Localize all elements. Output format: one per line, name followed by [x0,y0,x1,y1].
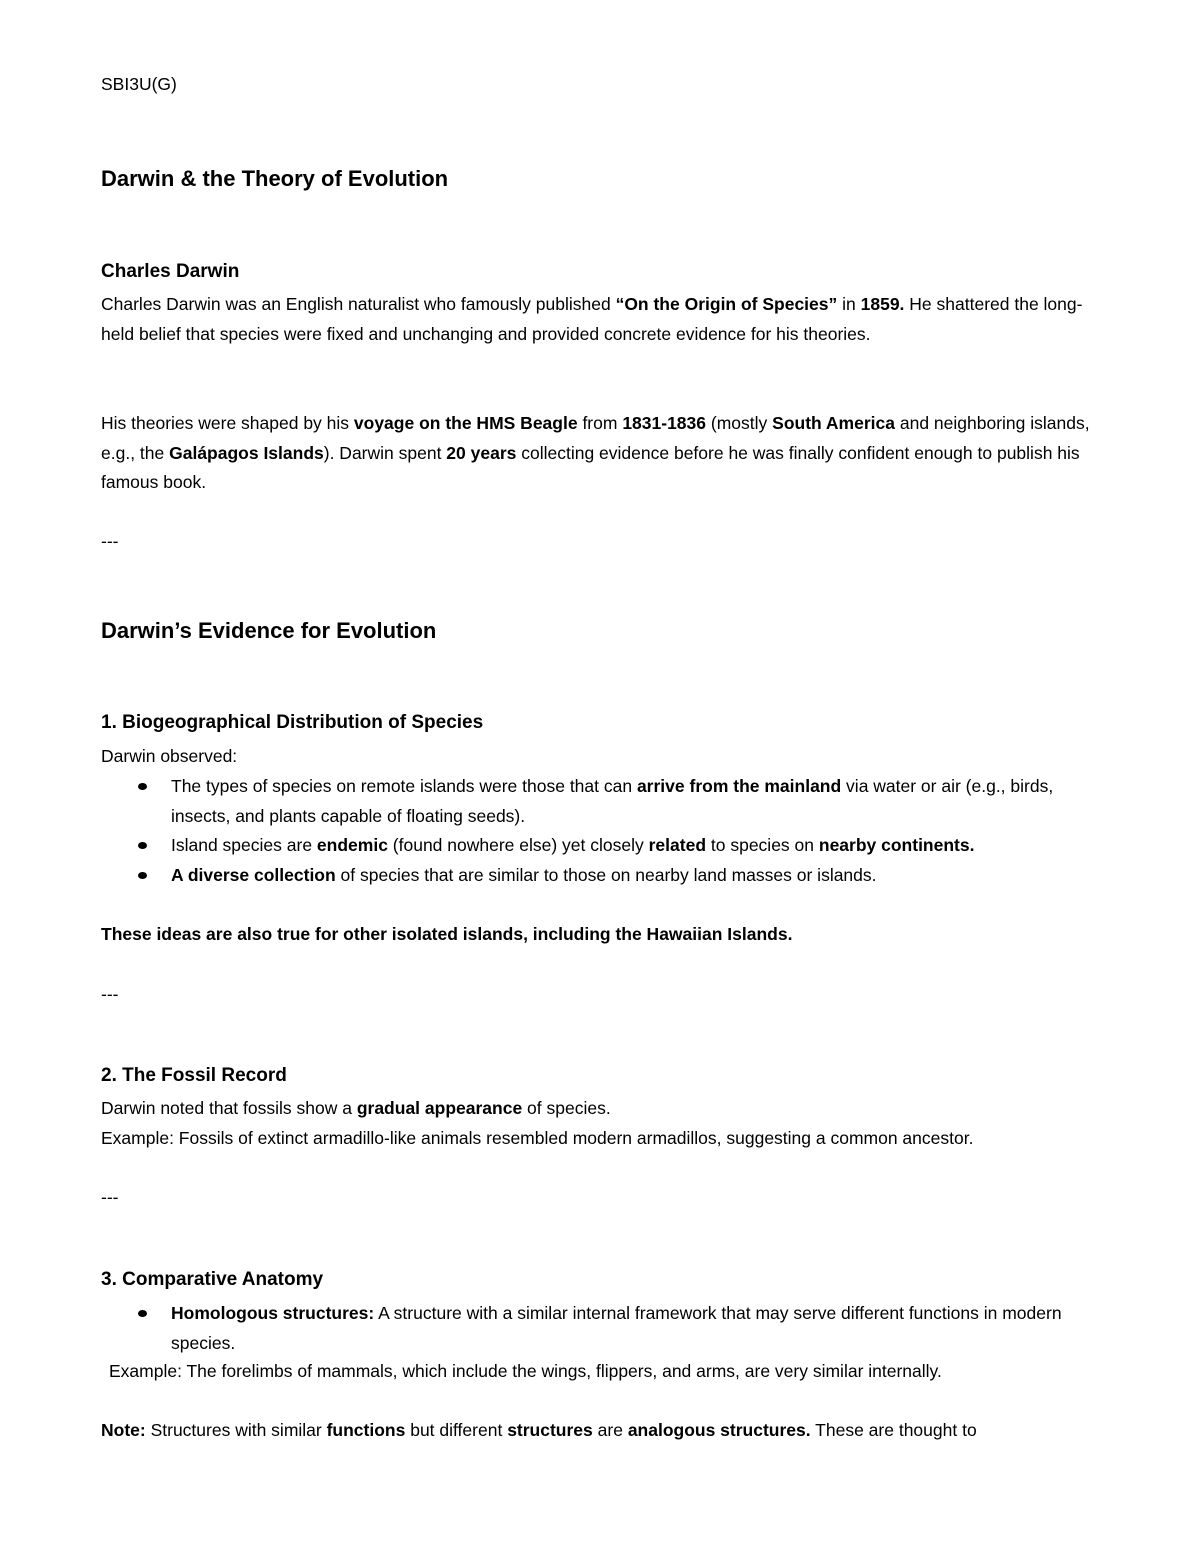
list-item [171,831,1101,861]
bold-text: analogous structures. [627,1420,811,1440]
section-heading-charles-darwin: Charles Darwin [101,261,240,282]
text: He shattered the long-held belief that species were fixed and unchanging and provided concrete evidence for his theories. [101,294,1083,344]
text: His theories were shaped by his [101,413,354,433]
bold-text: gradual appearance [356,1098,523,1118]
bold-text: nearby continents. [818,835,975,855]
bold-text: related [648,835,707,855]
subheading-fossil-record: 2. The Fossil Record [101,1065,287,1086]
text: Charles Darwin was an English naturalist who famously published [101,294,616,314]
bold-text: South America [772,413,895,433]
bold-text: 1831-1836 [622,413,707,433]
bullet-icon [138,1310,147,1317]
bullet-icon [138,783,147,790]
bullet-icon [138,872,147,879]
bold-text: functions [326,1420,406,1440]
list-item [171,1299,1101,1358]
bold-text: Note: [101,1420,146,1440]
text: Darwin noted that fossils show a [101,1098,357,1118]
bold-text: 1859. [860,294,905,314]
text: (mostly [706,413,773,433]
text: are [592,1420,628,1440]
text: Island species are [171,835,317,855]
text: Structures with similar [145,1420,327,1440]
bold-text: arrive from the mainland [636,776,842,796]
bold-text: structures [507,1420,593,1440]
paragraph-fossil-example: Example: Fossils of extinct armadillo-like animals resembled modern armadillos, suggesting a common ancestor. [101,1128,974,1148]
text: The types of species on remote islands were those that can [171,776,637,796]
text: but different [405,1420,508,1440]
text: ). Darwin spent [323,442,447,463]
list-item [171,772,1101,831]
bold-text: endemic [316,835,388,855]
paragraph-note-analogous [101,1416,1101,1446]
paragraph-fossils [101,1094,1101,1124]
subheading-comparative-anatomy: 3. Comparative Anatomy [101,1269,324,1290]
text: of species that are similar to those on nearby land masses or islands. [335,865,877,885]
bold-text: voyage on the HMS Beagle [353,413,578,433]
bold-text: 20 years [446,442,517,463]
text: to species on [706,835,819,855]
bold-text: Homologous structures: [171,1303,375,1323]
section-heading-evidence: Darwin’s Evidence for Evolution [101,618,437,643]
paragraph-darwin-observed: Darwin observed: [101,746,238,766]
separator: --- [101,984,119,1004]
bullet-icon [138,842,147,849]
text: A structure with a similar internal framework that may serve different functions in modern species. [171,1303,1062,1353]
text: via water or air (e.g., birds, insects, and plants capable of floating seeds). [171,776,1054,826]
paragraph-hawaiian-islands: These ideas are also true for other isolated islands, including the Hawaiian Islands. [101,924,793,944]
text: (found nowhere else) yet closely [387,835,649,855]
subheading-biogeographical: 1. Biogeographical Distribution of Species [101,712,484,733]
paragraph-voyage [101,409,1101,498]
list-item [171,861,1101,891]
course-code: SBI3U(G) [101,74,177,94]
text: These are thought to [810,1420,977,1440]
bold-text: Galápagos Islands [169,442,324,463]
bold-text: A diverse collection [171,865,336,885]
text: collecting evidence before he was finally confident enough to publish his famous book. [101,442,1080,492]
text: from [577,413,623,433]
text: of species. [522,1098,611,1118]
page-title: Darwin & the Theory of Evolution [101,166,449,191]
separator: --- [101,531,119,551]
text: in [837,294,861,314]
text: and neighboring islands, e.g., the [101,413,1090,463]
paragraph-forelimbs-example: Example: The forelimbs of mammals, which include the wings, flippers, and arms, are very similar internally. [109,1361,942,1381]
bold-text: “On the Origin of Species” [615,294,838,314]
separator: --- [101,1187,119,1207]
paragraph-darwin-intro [101,290,1101,349]
